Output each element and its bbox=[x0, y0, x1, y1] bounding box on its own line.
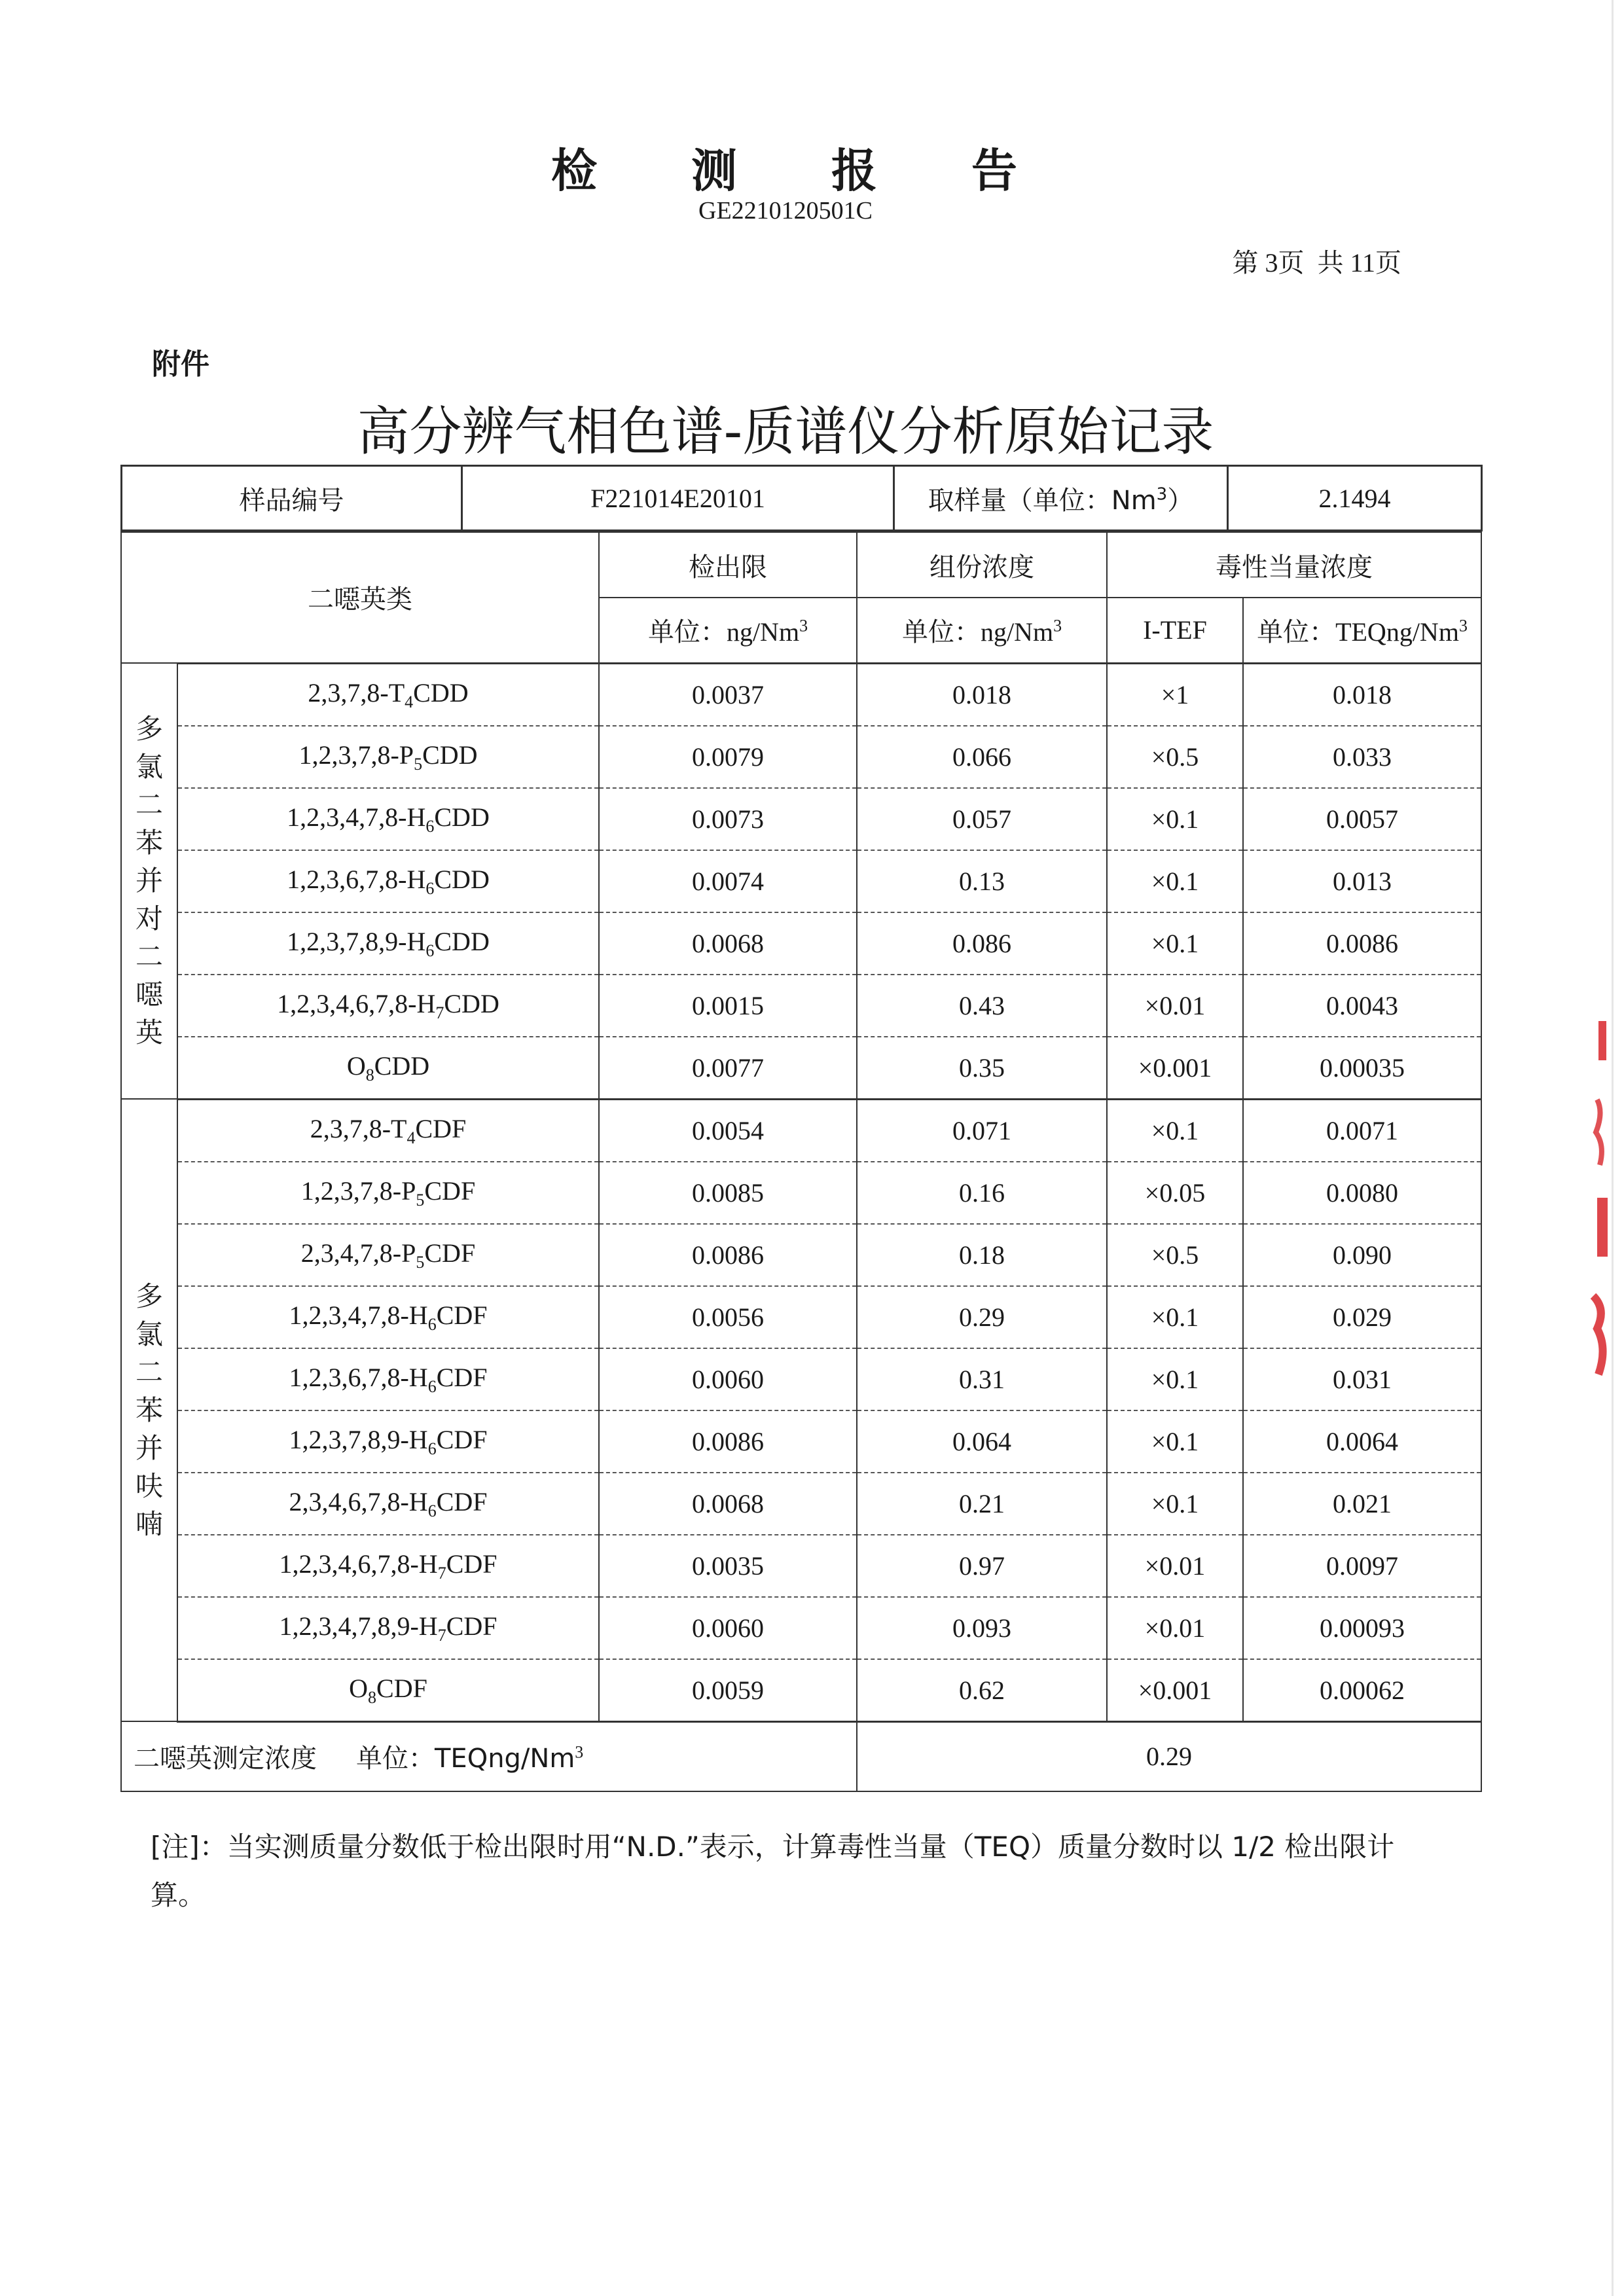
component-conc-cell: 0.057 bbox=[857, 788, 1107, 850]
group-label-char: 英 bbox=[135, 1016, 163, 1049]
detection-limit-cell: 0.0054 bbox=[599, 1099, 857, 1162]
group-label-char: 氯 bbox=[135, 751, 163, 783]
table-row bbox=[121, 1535, 1481, 1597]
detection-limit-cell: 0.0079 bbox=[599, 726, 857, 788]
teq-cell: 0.00093 bbox=[1243, 1597, 1481, 1659]
component-conc-cell: 0.086 bbox=[857, 912, 1107, 975]
component-conc-unit: 单位：ng/Nm$^3$ bbox=[857, 598, 1107, 663]
congener-name: $1,2,3,6,7,8-H_6CDF$ bbox=[177, 1348, 599, 1410]
component-conc-cell: 0.16 bbox=[857, 1162, 1107, 1224]
report-number: GE2210120501C bbox=[698, 197, 873, 224]
congener-name: $2,3,7,8-T_4CDD$ bbox=[177, 663, 599, 726]
detection-limit-cell: 0.0035 bbox=[599, 1535, 857, 1597]
seal-stamp-edge bbox=[1584, 1021, 1610, 1388]
toxic-equiv-header: 毒性当量浓度 bbox=[1107, 532, 1481, 598]
detection-limit-cell: 0.0060 bbox=[599, 1597, 857, 1659]
teq-cell: 0.031 bbox=[1243, 1348, 1481, 1410]
itef-cell: ×0.01 bbox=[1107, 1597, 1243, 1659]
dioxin-results-table bbox=[120, 531, 1482, 1792]
detection-limit-cell: 0.0085 bbox=[599, 1162, 857, 1224]
detection-limit-cell: 0.0086 bbox=[599, 1410, 857, 1473]
sample-info-table bbox=[120, 465, 1483, 531]
sample-id-label: 样品编号 bbox=[122, 466, 462, 531]
group-label-char: 喃 bbox=[135, 1507, 163, 1540]
component-conc-cell: 0.13 bbox=[857, 850, 1107, 912]
detection-limit-unit: 单位：ng/Nm$^3$ bbox=[599, 598, 857, 663]
itef-cell: ×0.01 bbox=[1107, 975, 1243, 1037]
total-value: 0.29 bbox=[857, 1721, 1481, 1791]
table-row bbox=[121, 1597, 1481, 1659]
table-row bbox=[121, 663, 1481, 726]
itef-cell: ×0.05 bbox=[1107, 1162, 1243, 1224]
itef-cell: ×0.01 bbox=[1107, 1535, 1243, 1597]
table-row bbox=[121, 788, 1481, 850]
table-row bbox=[121, 1286, 1481, 1348]
page-number: 第 3页 共 11页 bbox=[1232, 248, 1401, 278]
teq-cell: 0.0086 bbox=[1243, 912, 1481, 975]
report-title-char: 报 bbox=[831, 143, 880, 198]
detection-limit-header: 检出限 bbox=[599, 532, 857, 598]
itef-cell: ×0.1 bbox=[1107, 850, 1243, 912]
table-row bbox=[121, 1099, 1481, 1162]
congener-name: $1,2,3,4,7,8,9-H_7CDF$ bbox=[177, 1597, 599, 1659]
component-conc-cell: 0.071 bbox=[857, 1099, 1107, 1162]
teq-cell: 0.013 bbox=[1243, 850, 1481, 912]
teq-cell: 0.0057 bbox=[1243, 788, 1481, 850]
congener-name: $1,2,3,7,8,9-H_6CDD$ bbox=[177, 912, 599, 975]
congener-name: $2,3,4,7,8-P_5CDF$ bbox=[177, 1224, 599, 1286]
detection-limit-cell: 0.0077 bbox=[599, 1037, 857, 1100]
component-conc-cell: 0.43 bbox=[857, 975, 1107, 1037]
component-conc-header: 组份浓度 bbox=[857, 532, 1107, 598]
itef-cell: ×0.001 bbox=[1107, 1037, 1243, 1100]
itef-cell: ×0.1 bbox=[1107, 1348, 1243, 1410]
itef-cell: ×0.5 bbox=[1107, 726, 1243, 788]
component-conc-cell: 0.093 bbox=[857, 1597, 1107, 1659]
itef-cell: ×0.001 bbox=[1107, 1659, 1243, 1722]
group-label-char: 二 bbox=[135, 941, 163, 973]
table-row bbox=[121, 1224, 1481, 1286]
attachment-label: 附件 bbox=[152, 348, 209, 381]
teq-cell: 0.0064 bbox=[1243, 1410, 1481, 1473]
itef-cell: ×0.1 bbox=[1107, 788, 1243, 850]
congener-name: $1,2,3,4,7,8-H_6CDF$ bbox=[177, 1286, 599, 1348]
detection-limit-cell: 0.0015 bbox=[599, 975, 857, 1037]
teq-cell: 0.0043 bbox=[1243, 975, 1481, 1037]
table-row bbox=[121, 1659, 1481, 1722]
category-header: 二噁英类 bbox=[121, 532, 599, 663]
congener-name: $1,2,3,4,6,7,8-H_7CDF$ bbox=[177, 1535, 599, 1597]
group-label-char: 二 bbox=[135, 1355, 163, 1388]
report-title-char: 测 bbox=[691, 143, 740, 198]
total-label: 二噁英测定浓度 单位：TEQng/Nm$^3$ bbox=[121, 1721, 857, 1791]
table-row bbox=[121, 912, 1481, 975]
itef-cell: ×0.1 bbox=[1107, 1473, 1243, 1535]
group-label-char: 苯 bbox=[135, 827, 163, 859]
component-conc-cell: 0.018 bbox=[857, 663, 1107, 726]
footnote: [注]：当实测质量分数低于检出限时用“N.D.”表示，计算毒性当量（TEQ）质量分数时以 1/2 检出限计算。 bbox=[151, 1831, 1395, 1911]
teq-cell: 0.0097 bbox=[1243, 1535, 1481, 1597]
table-row bbox=[121, 1473, 1481, 1535]
itef-cell: ×1 bbox=[1107, 663, 1243, 726]
group-label-char: 并 bbox=[135, 865, 163, 897]
table-row bbox=[121, 850, 1481, 912]
group-label-char: 对 bbox=[135, 903, 163, 935]
group-label-char: 噁 bbox=[135, 978, 163, 1011]
group-label-char: 呋 bbox=[135, 1469, 163, 1502]
component-conc-cell: 0.064 bbox=[857, 1410, 1107, 1473]
teq-cell: 0.0080 bbox=[1243, 1162, 1481, 1224]
component-conc-cell: 0.31 bbox=[857, 1348, 1107, 1410]
congener-name: $1,2,3,6,7,8-H_6CDD$ bbox=[177, 850, 599, 912]
teq-cell: 0.018 bbox=[1243, 663, 1481, 726]
group-label bbox=[121, 663, 177, 1099]
congener-name: $1,2,3,7,8,9-H_6CDF$ bbox=[177, 1410, 599, 1473]
itef-cell: ×0.1 bbox=[1107, 1099, 1243, 1162]
congener-name: $O_8CDF$ bbox=[177, 1659, 599, 1722]
detection-limit-cell: 0.0068 bbox=[599, 912, 857, 975]
table-row bbox=[121, 1037, 1481, 1100]
report-title bbox=[0, 134, 1571, 200]
group-label-char: 苯 bbox=[135, 1393, 163, 1426]
detection-limit-cell: 0.0073 bbox=[599, 788, 857, 850]
component-conc-cell: 0.066 bbox=[857, 726, 1107, 788]
congener-name: $1,2,3,7,8-P_5CDD$ bbox=[177, 726, 599, 788]
detection-limit-cell: 0.0056 bbox=[599, 1286, 857, 1348]
sample-volume-label: 取样量（单位：Nm$^3$） bbox=[894, 466, 1228, 531]
table-row bbox=[121, 1348, 1481, 1410]
itef-cell: ×0.1 bbox=[1107, 912, 1243, 975]
teq-cell: 0.00062 bbox=[1243, 1659, 1481, 1722]
teq-cell: 0.021 bbox=[1243, 1473, 1481, 1535]
component-conc-cell: 0.21 bbox=[857, 1473, 1107, 1535]
component-conc-cell: 0.29 bbox=[857, 1286, 1107, 1348]
group-label-char: 氯 bbox=[135, 1318, 163, 1350]
detection-limit-cell: 0.0074 bbox=[599, 850, 857, 912]
congener-name: $1,2,3,4,6,7,8-H_7CDD$ bbox=[177, 975, 599, 1037]
teq-cell: 0.033 bbox=[1243, 726, 1481, 788]
detection-limit-cell: 0.0086 bbox=[599, 1224, 857, 1286]
teq-cell: 0.090 bbox=[1243, 1224, 1481, 1286]
group-label-char: 二 bbox=[135, 789, 163, 821]
itef-cell: ×0.1 bbox=[1107, 1410, 1243, 1473]
teq-cell: 0.0071 bbox=[1243, 1099, 1481, 1162]
itef-cell: ×0.5 bbox=[1107, 1224, 1243, 1286]
congener-name: $O_8CDD$ bbox=[177, 1037, 599, 1100]
component-conc-cell: 0.18 bbox=[857, 1224, 1107, 1286]
table-row bbox=[121, 726, 1481, 788]
group-label bbox=[121, 1099, 177, 1721]
component-conc-cell: 0.35 bbox=[857, 1037, 1107, 1100]
congener-name: $1,2,3,7,8-P_5CDF$ bbox=[177, 1162, 599, 1224]
teq-cell: 0.029 bbox=[1243, 1286, 1481, 1348]
component-conc-cell: 0.62 bbox=[857, 1659, 1107, 1722]
component-conc-cell: 0.97 bbox=[857, 1535, 1107, 1597]
itef-cell: ×0.1 bbox=[1107, 1286, 1243, 1348]
report-title-char: 检 bbox=[551, 143, 600, 198]
itef-header: I-TEF bbox=[1107, 598, 1243, 663]
scan-fold-line bbox=[1612, 0, 1614, 2296]
table-row bbox=[121, 1410, 1481, 1473]
report-title-char: 告 bbox=[971, 143, 1020, 198]
teq-cell: 0.00035 bbox=[1243, 1037, 1481, 1100]
sample-id-value: F221014E20101 bbox=[462, 466, 894, 531]
congener-name: $2,3,4,6,7,8-H_6CDF$ bbox=[177, 1473, 599, 1535]
table-row bbox=[121, 1162, 1481, 1224]
congener-name: $2,3,7,8-T_4CDF$ bbox=[177, 1099, 599, 1162]
group-label-char: 多 bbox=[135, 713, 163, 745]
teq-unit: 单位：TEQng/Nm$^3$ bbox=[1243, 598, 1481, 663]
detection-limit-cell: 0.0059 bbox=[599, 1659, 857, 1722]
group-label-char: 多 bbox=[135, 1280, 163, 1312]
table-row bbox=[121, 975, 1481, 1037]
record-title: 高分辨气相色谱-质谱仪分析原始记录 bbox=[357, 401, 1214, 462]
detection-limit-cell: 0.0037 bbox=[599, 663, 857, 726]
group-label-char: 并 bbox=[135, 1431, 163, 1464]
detection-limit-cell: 0.0060 bbox=[599, 1348, 857, 1410]
sample-volume-value: 2.1494 bbox=[1228, 466, 1482, 531]
detection-limit-cell: 0.0068 bbox=[599, 1473, 857, 1535]
congener-name: $1,2,3,4,7,8-H_6CDD$ bbox=[177, 788, 599, 850]
